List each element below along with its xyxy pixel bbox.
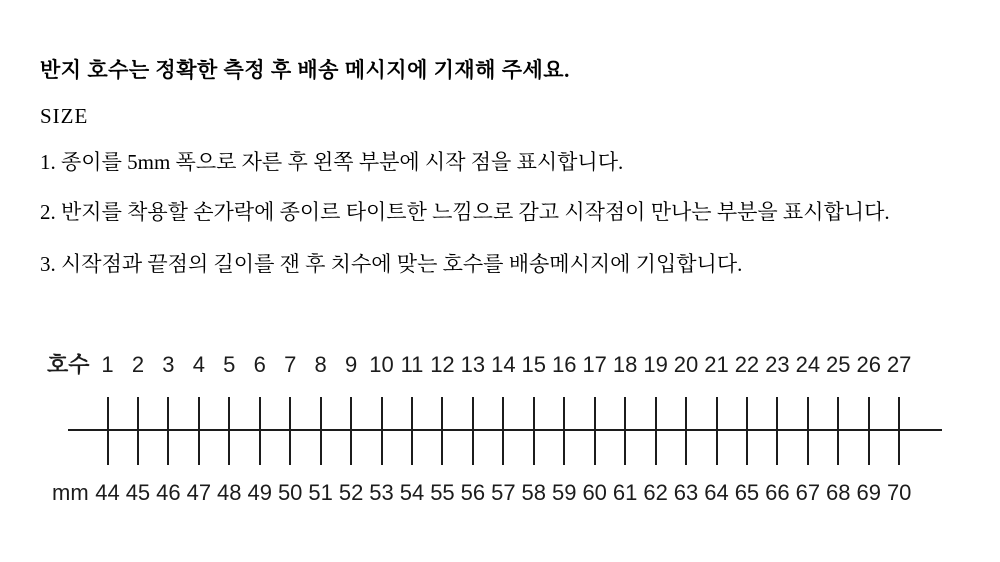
ruler-tick [533,397,535,465]
size-number: 9 [344,352,358,377]
size-number: 13 [460,352,486,377]
mm-number: 46 [156,480,181,505]
ruler-tick [746,397,748,465]
size-number: 21 [704,352,729,377]
mm-number: 47 [186,480,212,505]
ruler-tick [716,397,718,465]
size-number: 18 [612,352,638,377]
size-number: 10 [369,352,394,377]
mm-number: 58 [521,480,547,505]
ruler-tick [289,397,291,465]
mm-number: 67 [795,480,821,505]
ruler-tick [655,397,657,465]
size-number: 17 [582,352,607,377]
mm-number: 70 [886,480,912,505]
mm-number: 48 [217,480,242,505]
size-number: 5 [223,352,236,377]
size-number: 1 [101,352,114,377]
ruler-tick [350,397,352,465]
mm-number: 53 [369,480,394,505]
size-number: 12 [430,352,455,377]
ruler-tick [259,397,261,465]
size-number: 2 [131,352,145,377]
mm-number: 60 [582,480,607,505]
ruler-tick [381,397,383,465]
size-number: 4 [192,352,205,377]
size-number: 8 [314,352,327,377]
mm-number: 44 [95,480,120,505]
size-axis-label: 호수 [47,352,90,377]
size-number: 3 [162,352,175,377]
ruler-tick [807,397,809,465]
mm-number: 50 [277,480,303,505]
mm-number: 64 [704,480,729,505]
mm-number: 49 [247,480,272,505]
mm-number: 68 [826,480,851,505]
mm-number: 59 [552,480,577,505]
ruler-tick [502,397,504,465]
size-number: 7 [284,352,297,377]
size-number: 27 [886,352,912,377]
mm-number: 69 [856,480,881,505]
instruction-step-1: 1. 종이를 5mm 폭으로 자른 후 왼쪽 부분에 시작 점을 표시합니다. [40,150,624,174]
size-number: 20 [673,352,699,377]
ruler-tick [563,397,565,465]
mm-number: 54 [399,480,425,505]
mm-number: 57 [491,480,516,505]
mm-number: 61 [612,480,638,505]
size-number: 26 [856,352,881,377]
mm-number: 56 [460,480,486,505]
ruler-tick [868,397,870,465]
ruler-tick [837,397,839,465]
ruler-tick [167,397,169,465]
mm-number: 51 [308,480,333,505]
size-number: 6 [253,352,266,377]
size-number: 16 [552,352,577,377]
ruler-tick [776,397,778,465]
size-heading: SIZE [40,104,89,128]
mm-number: 55 [430,480,455,505]
size-number: 19 [643,352,668,377]
size-number: 14 [491,352,516,377]
ruler-tick [107,397,109,465]
ruler-tick [594,397,596,465]
size-number: 25 [826,352,851,377]
size-number: 23 [765,352,790,377]
mm-number: 52 [338,480,364,505]
size-number: 24 [795,352,821,377]
mm-number: 65 [734,480,760,505]
size-number: 15 [521,352,547,377]
ruler-tick [411,397,413,465]
ruler-tick [685,397,687,465]
ruler-tick [624,397,626,465]
ruler-tick [137,397,139,465]
mm-number: 66 [765,480,790,505]
instruction-step-2: 2. 반지를 착용할 손가락에 종이르 타이트한 느낌으로 감고 시작점이 만나는 부분을 표시합니다. [40,200,890,224]
notice-text: 반지 호수는 정확한 측정 후 배송 메시지에 기재해 주세요. [40,58,570,82]
ruler-tick [898,397,900,465]
ruler-tick [472,397,474,465]
size-number: 11 [400,352,424,377]
ruler-tick [228,397,230,465]
instruction-step-3: 3. 시작점과 끝점의 길이를 잰 후 치수에 맞는 호수를 배송메시지에 기입합니다. [40,252,743,276]
ruler-tick [320,397,322,465]
ruler-tick [441,397,443,465]
mm-number: 62 [643,480,668,505]
ruler-tick [198,397,200,465]
unit-axis-label: mm [52,480,89,505]
size-number: 22 [734,352,760,377]
mm-number: 45 [125,480,151,505]
mm-number: 63 [673,480,699,505]
